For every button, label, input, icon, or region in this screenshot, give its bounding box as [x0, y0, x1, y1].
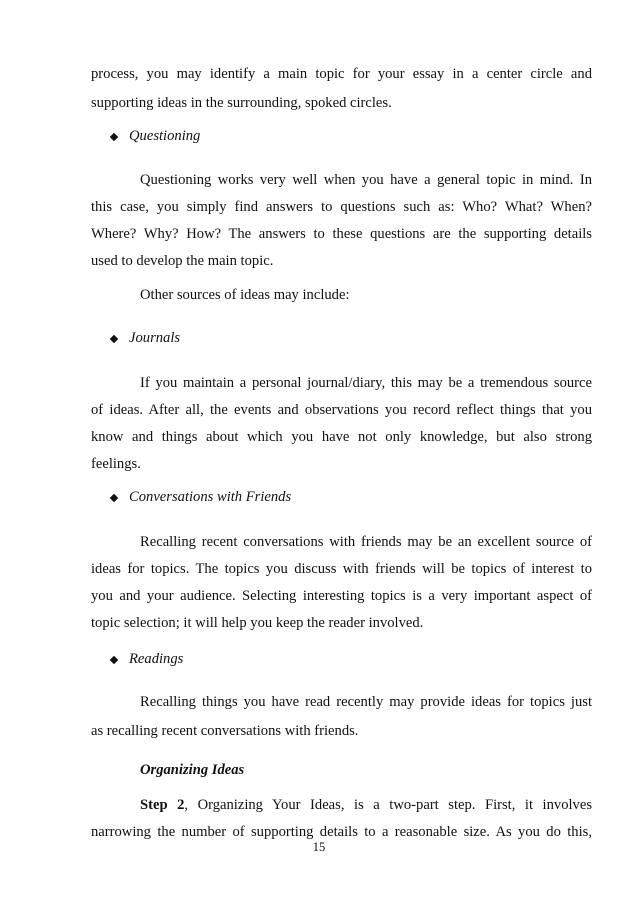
bullet-label: Journals	[129, 330, 181, 346]
text-line: Where? Why? How? The answers to these questions are the supporting details	[91, 226, 592, 242]
bullet-readings	[111, 651, 183, 668]
section-heading-organizing-ideas: Organizing Ideas	[140, 762, 245, 778]
text-line: Questioning works very well when you have a general topic in mind. In	[140, 172, 592, 188]
text-line: Recalling things you have read recently may provide ideas for topics just	[140, 694, 592, 710]
text-line: you and your audience. Selecting interesting topics is a very important aspect of	[91, 588, 592, 604]
bullet-label: Questioning	[129, 128, 201, 144]
diamond-bullet-icon	[110, 132, 118, 140]
text-line: ideas for topics. The topics you discuss with friends will be topics of interest to	[91, 561, 592, 577]
text-line: topic selection; it will help you keep the reader involved.	[91, 615, 424, 631]
bullet-label: Readings	[129, 651, 184, 667]
diamond-bullet-icon	[110, 334, 118, 342]
step-label: Step 2	[140, 797, 185, 813]
text-line: this case, you simply find answers to questions such as: Who? What? When?	[91, 199, 592, 215]
paragraph-questioning	[91, 167, 592, 275]
text-line: as recalling recent conversations with friends.	[91, 723, 359, 739]
diamond-bullet-icon	[110, 493, 118, 501]
text-line: know and things about which you have not only knowledge, but also strong	[91, 429, 592, 445]
text-line: process, you may identify a main topic for your essay in a center circle and	[91, 66, 592, 82]
bullet-questioning	[111, 128, 200, 145]
text-line: feelings.	[91, 456, 141, 472]
bullet-journals	[111, 330, 180, 347]
paragraph-journals	[91, 370, 592, 478]
paragraph-conversations	[91, 529, 592, 637]
text-line: supporting ideas in the surrounding, spoked circles.	[91, 95, 392, 111]
diamond-bullet-icon	[110, 655, 118, 663]
text-line: Recalling recent conversations with friends may be an excellent source of	[140, 534, 592, 550]
bullet-label: Conversations with Friends	[129, 489, 292, 505]
text-line: used to develop the main topic.	[91, 253, 274, 269]
text-line: If you maintain a personal journal/diary, this may be a tremendous source	[140, 375, 592, 391]
step-text: , Organizing Your Ideas, is a two-part step. First, it involves	[184, 797, 593, 813]
text-line: of ideas. After all, the events and observations you record reflect things that you	[91, 402, 592, 418]
bullet-conversations	[111, 489, 291, 506]
paragraph-step2	[91, 792, 592, 846]
text-line: narrowing the number of supporting details to a reasonable size. As you do this,	[91, 824, 592, 840]
text-line	[91, 792, 592, 819]
other-sources-line: Other sources of ideas may include:	[140, 287, 350, 303]
paragraph-readings	[91, 688, 592, 746]
paragraph-clustering	[91, 60, 592, 118]
page-number: 15	[312, 840, 326, 854]
